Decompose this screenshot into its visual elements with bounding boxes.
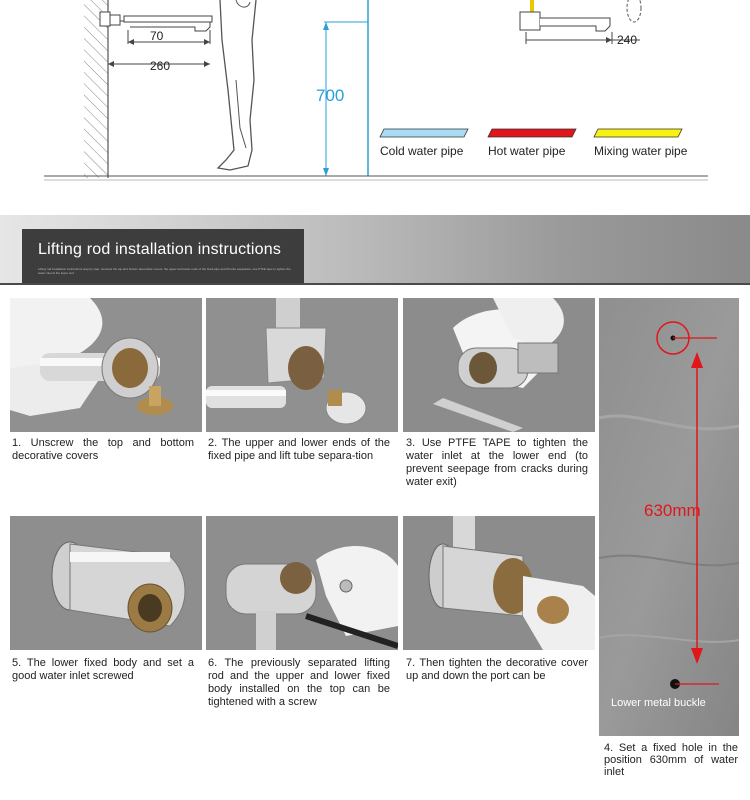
step-7-caption: 7. Then tighten the decorative cover up and down the port can be	[406, 657, 588, 682]
step-6-caption: 6. The previously separated lifting rod and the upper and lower fixed body installed on the top can be tightened with a screw	[208, 657, 390, 708]
wall-hole-panel	[599, 298, 739, 736]
step-4-caption: 4. Set a fixed hole in the position 630mm of water inlet	[604, 742, 738, 778]
step-5-caption: 5. The lower fixed body and set a good water inlet screwed	[12, 657, 194, 682]
legend-label: Hot water pipe	[488, 144, 566, 158]
step-3-photo	[403, 298, 595, 432]
dim-pipe-offset: 70	[150, 29, 164, 43]
dim-wall-distance: 260	[150, 59, 171, 73]
step-3-caption: 3. Use PTFE TAPE to tighten the water inlet at the lower end (to prevent seepage from cracks during water exit)	[406, 437, 588, 488]
legend-label: Cold water pipe	[380, 144, 464, 158]
legend	[380, 129, 688, 158]
dim-height: 700	[316, 86, 345, 105]
section-divider	[0, 283, 750, 285]
person-silhouette	[218, 0, 256, 170]
wall-hatch	[84, 0, 108, 178]
dim-mixer-offset: 240	[617, 33, 638, 47]
step-6-photo	[206, 516, 398, 650]
step-1-caption: 1. Unscrew the top and bottom decorative covers	[12, 437, 194, 462]
legend-swatch	[594, 129, 682, 137]
distance-label: 630mm	[644, 501, 701, 520]
legend-swatch	[380, 129, 468, 137]
section-title: Lifting rod installation instructions	[38, 241, 282, 258]
section-header	[22, 229, 304, 283]
step-2-photo	[206, 298, 398, 432]
legend-label: Mixing water pipe	[594, 144, 688, 158]
installation-diagram	[0, 0, 750, 190]
step-7-photo	[403, 516, 595, 650]
section-subtitle: Lifting rod installation instructions step by step: unscrew the top and bottom decorative covers, the upper and lower ends of the fixed pipe and lift tube separation, use PTFE tape to tighten the water inlet at the lower end	[38, 267, 291, 275]
step-5-photo	[10, 516, 202, 650]
lower-metal-buckle-label: Lower metal buckle	[611, 697, 706, 709]
step-2-caption: 2. The upper and lower ends of the fixed pipe and lift tube separa-tion	[208, 437, 390, 462]
step-1-photo	[10, 298, 202, 432]
legend-swatch	[488, 129, 576, 137]
